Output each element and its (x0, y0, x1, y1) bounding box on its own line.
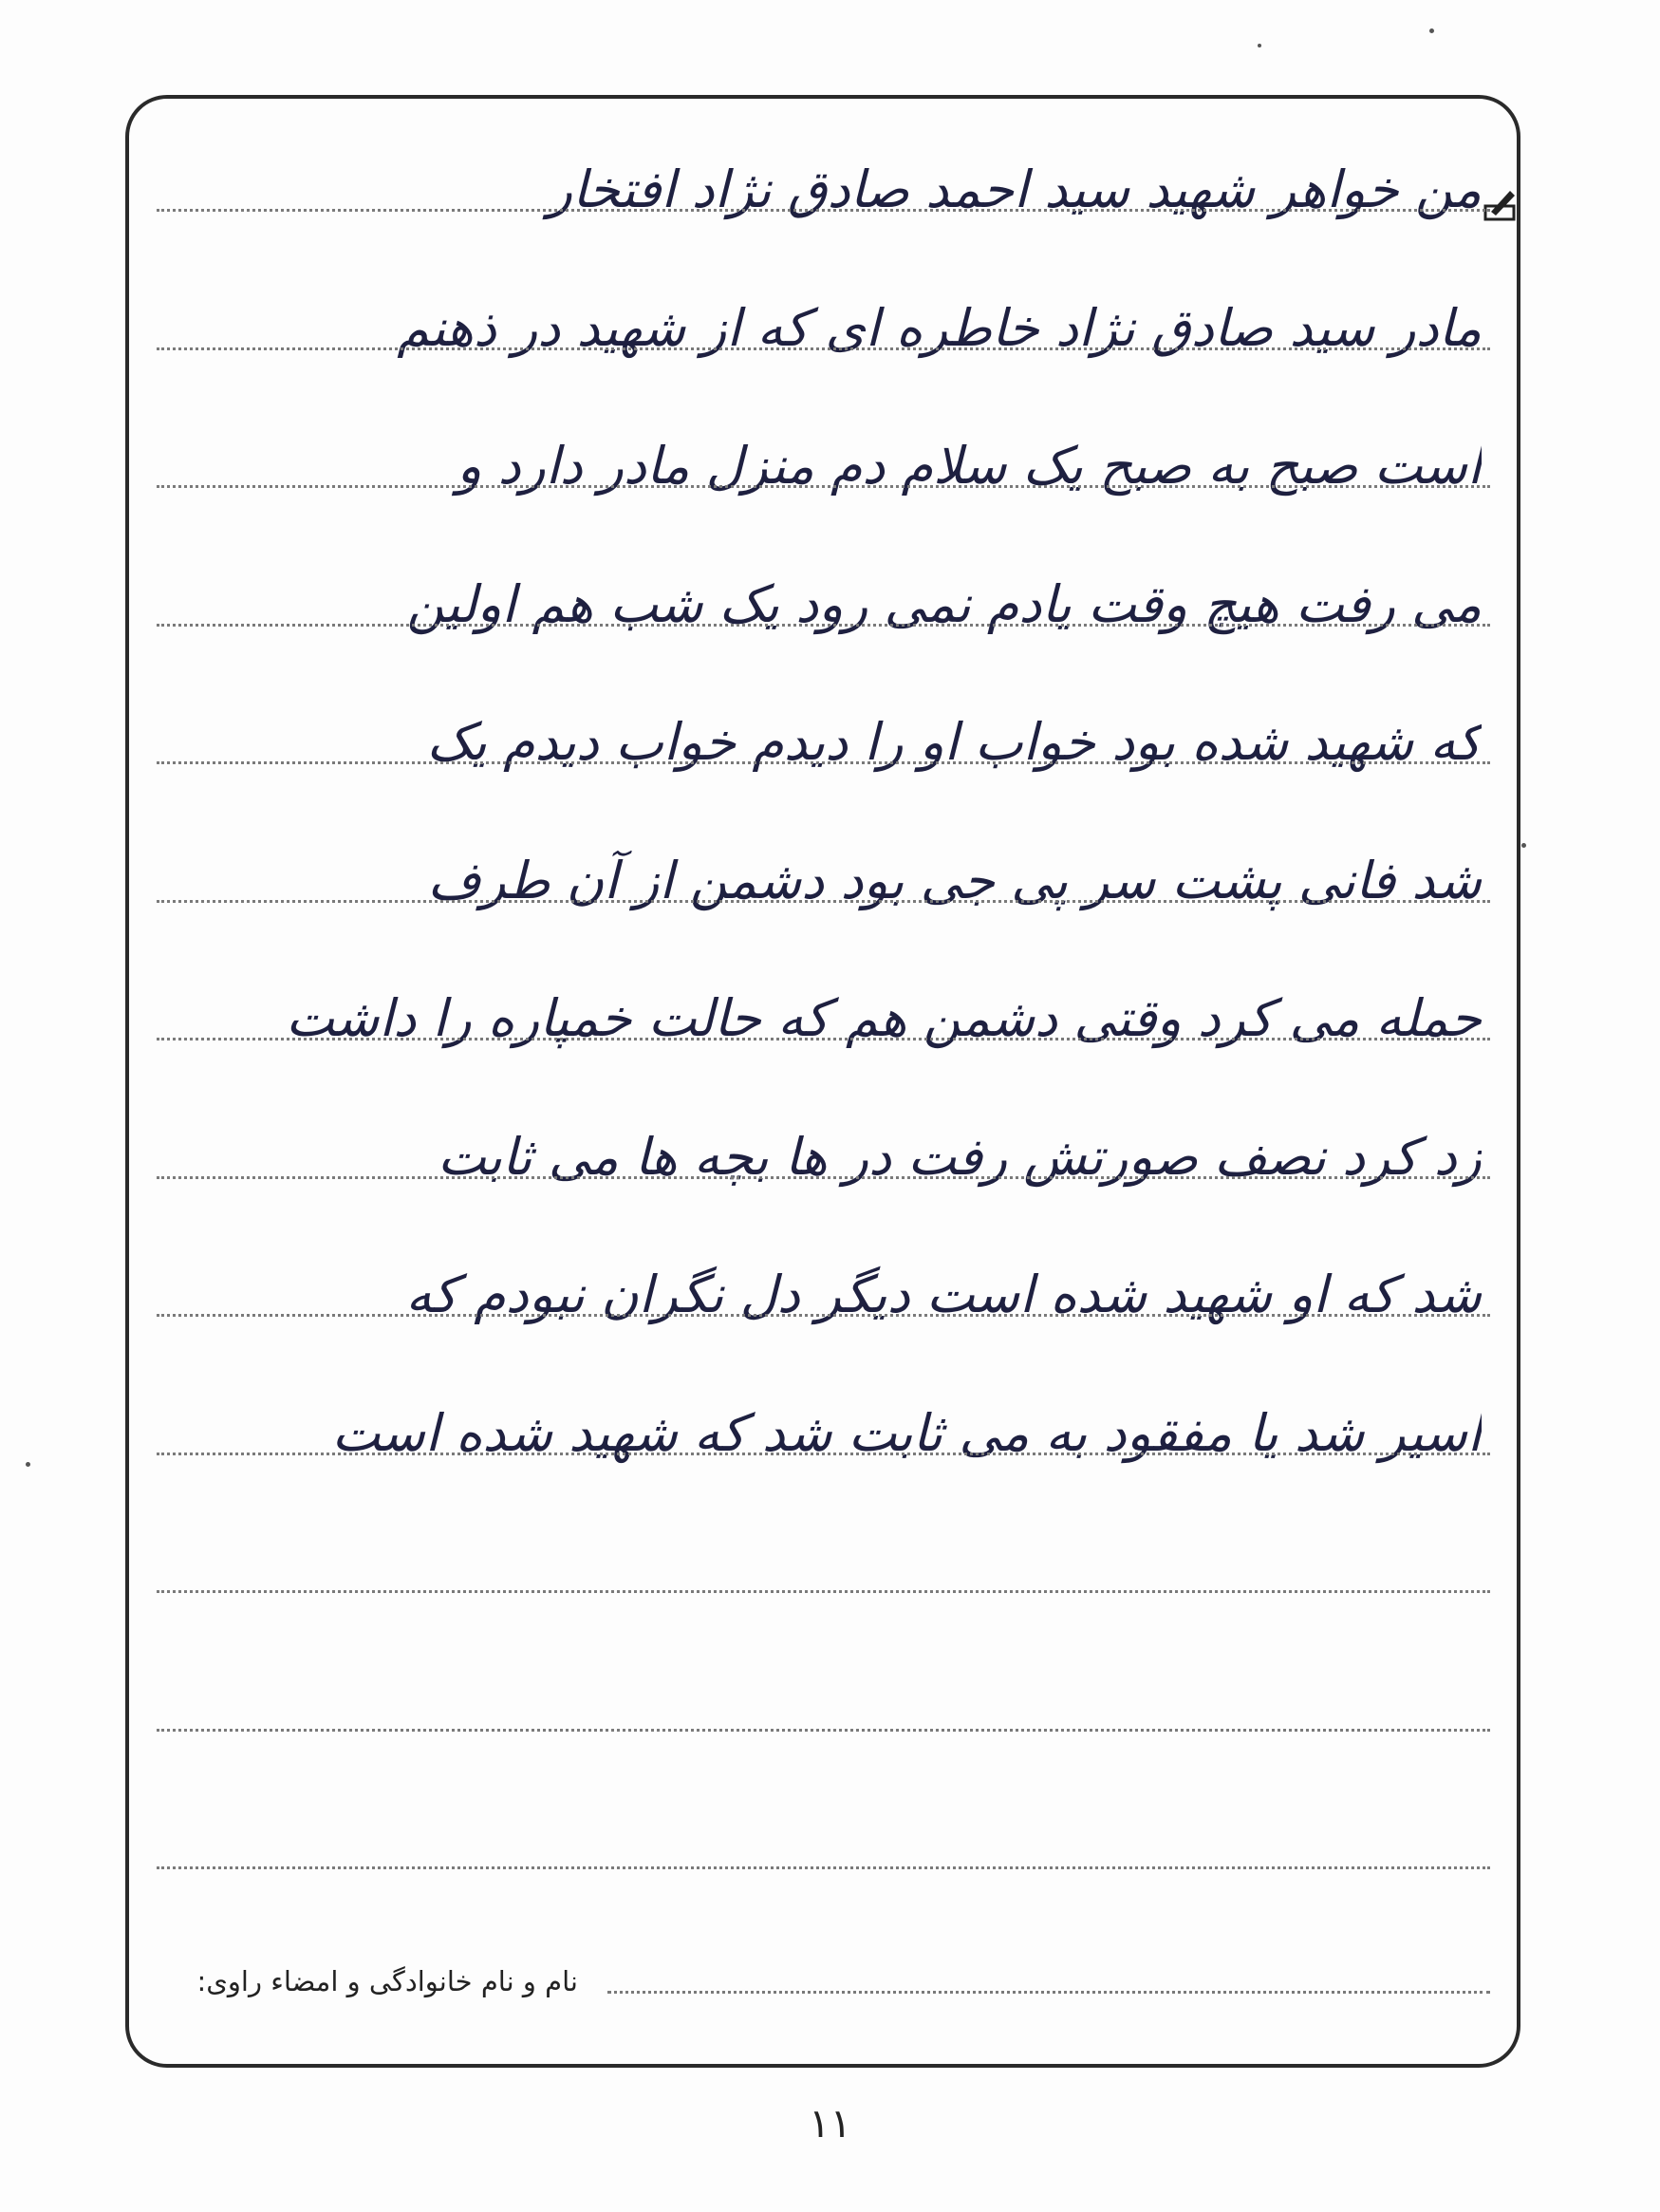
ruled-line (157, 1453, 1490, 1455)
handwritten-line: حمله می کرد وقتی دشمن هم که حالت خمپاره را داشت (286, 988, 1482, 1048)
handwritten-line: است صبح به صبح یک سلام دم منزل مادر دارد و (457, 436, 1482, 496)
ruled-line (157, 1729, 1490, 1732)
scan-speck (1521, 843, 1526, 848)
handwritten-line: زد کرد نصف صورتش رفت در ها بچه ها می ثابت (438, 1127, 1482, 1187)
page-border (125, 95, 1520, 2068)
scan-speck (1429, 28, 1434, 33)
handwritten-line: من خواهر شهید سید احمد صادق نژاد افتخار (548, 159, 1482, 219)
ruled-line (157, 209, 1490, 212)
ruled-line (157, 1038, 1490, 1040)
handwritten-line: شد که او شهید شده است دیگر دل نگران نبودم که (405, 1265, 1482, 1324)
ruled-line (157, 1866, 1490, 1869)
handwritten-line: اسیر شد یا مفقود به می ثابت شد که شهید شده است (331, 1403, 1482, 1463)
pen-writing-icon (1482, 185, 1520, 223)
ruled-line (157, 761, 1490, 764)
scan-speck (1258, 44, 1261, 47)
ruled-line (157, 624, 1490, 627)
handwritten-line: می رفت هیچ وقت یادم نمی رود یک شب هم اولین (406, 574, 1482, 634)
narrator-signature-label: نام و نام خانوادگی و امضاء راوی: (196, 1965, 578, 1997)
ruled-line (157, 900, 1490, 903)
ruled-line (157, 1590, 1490, 1593)
scan-speck (26, 1462, 30, 1467)
handwritten-line: مادر سید صادق نژاد خاطره ای که از شهید در ذهنم (397, 298, 1482, 358)
handwritten-line: شد فانی پشت سر پی جی بود دشمن از آن طرف (427, 851, 1482, 910)
narrator-signature-line (607, 1991, 1490, 1994)
ruled-line (157, 347, 1490, 350)
handwritten-line: که شهید شده بود خواب او را دیدم خواب دیدم یک (426, 712, 1482, 772)
ruled-line (157, 1314, 1490, 1317)
page-number: ۱۱ (808, 2100, 852, 2146)
ruled-line (157, 485, 1490, 488)
ruled-line (157, 1176, 1490, 1179)
